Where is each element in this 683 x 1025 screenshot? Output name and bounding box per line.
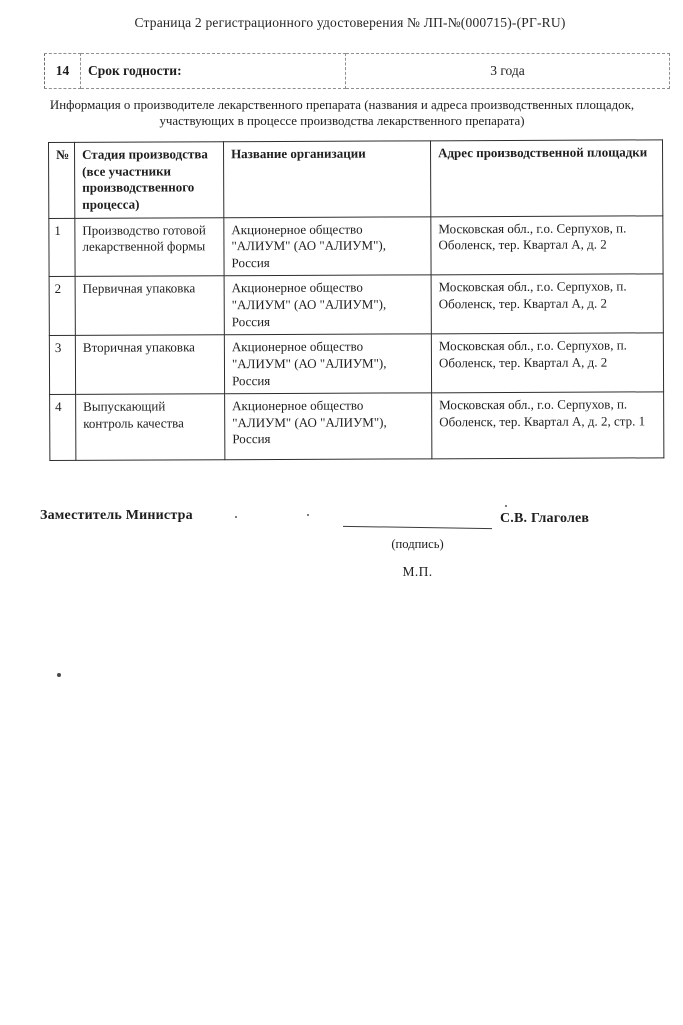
table-row [49, 215, 663, 277]
organization-cell: Акционерное общество "АЛИУМ" (АО "АЛИУМ"), Россия [224, 216, 431, 276]
stage-cell: Производство готовой лекарственной формы [75, 217, 224, 277]
row-num-cell: 4 [50, 395, 76, 461]
manufacturer-info-intro: Информация о производителе лекарственного препарата (названия и адреса производственных площадок, участвующих в процессе производства лекарственного препарата) [49, 98, 635, 128]
address-cell: Московская обл., г.о. Серпухов, п. Оболенск, тер. Квартал А, д. 2 [431, 215, 663, 275]
stage-cell: Вторичная упаковка [75, 335, 224, 395]
shelf-life-number: 14 [45, 54, 81, 89]
shelf-life-tr [45, 54, 670, 89]
row-num-cell: 2 [49, 277, 75, 336]
header-organization: Название организации [224, 141, 431, 217]
address-cell: Московская обл., г.о. Серпухов, п. Оболенск, тер. Квартал А, д. 2 [431, 333, 663, 393]
organization-cell: Акционерное общество "АЛИУМ" (АО "АЛИУМ"), Россия [225, 393, 432, 460]
organization-cell: Акционерное общество "АЛИУМ" (АО "АЛИУМ"), Россия [224, 334, 431, 394]
header-address: Адрес производственной площадки [430, 140, 662, 217]
stage-cell: Выпускающий контроль качества [76, 394, 225, 461]
scan-speck [57, 673, 61, 677]
scan-speck [235, 516, 237, 518]
organization-cell: Акционерное общество "АЛИУМ" (АО "АЛИУМ"), Россия [224, 275, 431, 335]
scan-speck [307, 514, 309, 516]
row-num-cell: 1 [49, 218, 75, 277]
address-cell: Московская обл., г.о. Серпухов, п. Оболенск, тер. Квартал А, д. 2, стр. 1 [432, 392, 664, 459]
shelf-life-label: Срок годности: [81, 54, 346, 89]
header-stage: Стадия производства (все участники производственного процесса) [75, 142, 224, 218]
table-row [49, 333, 663, 395]
seal-place-mark: М.П. [402, 564, 433, 579]
shelf-life-row [44, 53, 670, 89]
row-num-cell: 3 [49, 336, 75, 395]
signature-caption: (подпись) [391, 537, 444, 551]
table-row [50, 392, 664, 461]
shelf-life-value: 3 года [346, 54, 670, 89]
manufacturer-table-header-row [49, 140, 663, 218]
address-cell: Московская обл., г.о. Серпухов, п. Оболенск, тер. Квартал А, д. 2 [431, 274, 663, 334]
signature-line [343, 526, 492, 529]
scan-speck [505, 505, 507, 507]
table-row [49, 274, 663, 336]
signatory-title: Заместитель Министра [40, 508, 193, 523]
signatory-name: С.В. Глаголев [500, 511, 590, 526]
page-header: Страница 2 регистрационного удостоверения № ЛП-№(000715)-(РГ-RU) [134, 15, 566, 30]
manufacturer-table [48, 139, 664, 461]
header-num: № [49, 142, 75, 218]
stage-cell: Первичная упаковка [75, 276, 224, 336]
